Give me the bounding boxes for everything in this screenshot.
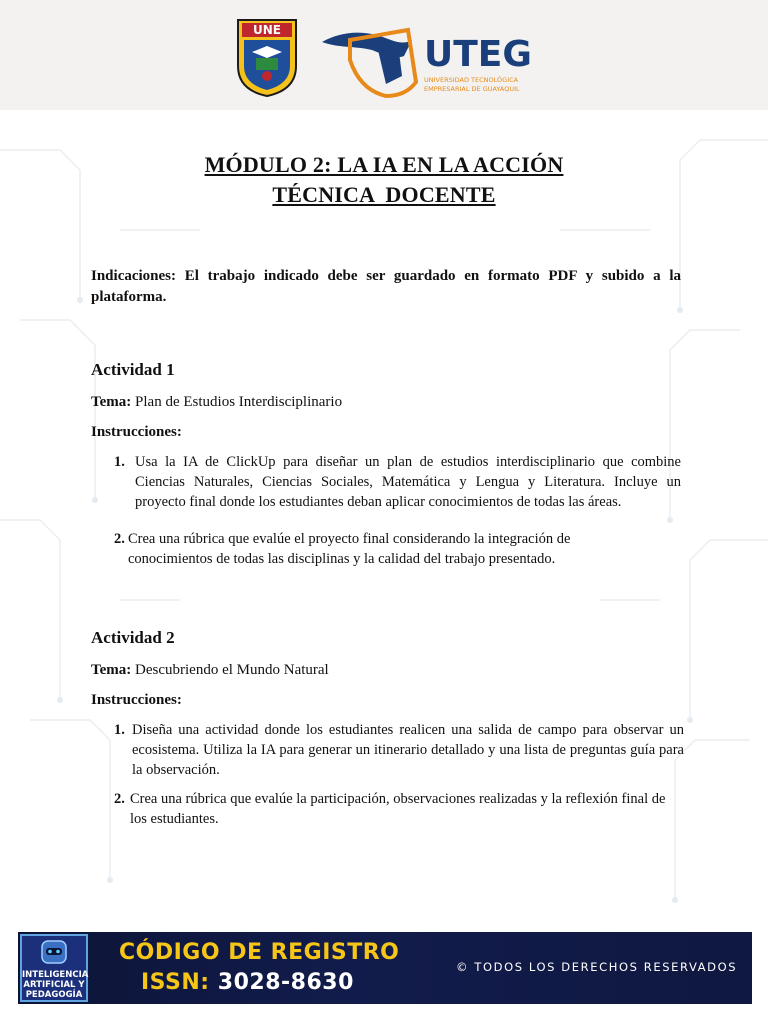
module-title-line1: MÓDULO 2: LA IA EN LA ACCIÓN <box>204 152 564 177</box>
activity-2-tema-label: Tema: <box>91 662 132 678</box>
activity-1-tema <box>91 392 342 412</box>
robot-head-icon <box>22 938 86 968</box>
issn-line <box>141 970 354 995</box>
activity-1-item-2-number: 2. <box>114 531 125 547</box>
uteg-logo <box>320 20 535 98</box>
ia-pedagogia-badge <box>20 934 88 1002</box>
activity-1-item-1 <box>114 452 681 512</box>
activity-2-item-1-number: 1. <box>114 722 125 738</box>
activity-2-item-2 <box>114 789 684 829</box>
activity-1-instrucciones-label: Instrucciones: <box>91 424 182 440</box>
activity-2-item-2-number: 2. <box>114 791 125 807</box>
activity-1-item-2 <box>114 529 614 569</box>
uteg-subtitle-2: EMPRESARIAL DE GUAYAQUIL <box>424 85 520 93</box>
activity-1-heading: Actividad 1 <box>91 360 175 379</box>
badge-line-1: INTELIGENCIA <box>22 970 89 980</box>
activity-2-tema <box>91 660 329 680</box>
activity-1-item-1-text: Usa la IA de ClickUp para diseñar un plan de estudios interdisciplinario que combine Ciencias Naturales, Ciencias Sociales, Matemática y Lengua y Literatura. Incluye un proyecto final donde los estudiantes deban aplicar conocimientos de todas las áreas. <box>135 454 681 510</box>
activity-2-item-1-text: Diseña una actividad donde los estudiantes realicen una salida de campo para observar un ecosistema. Utiliza la IA para generar un itinerario detallado y una lista de preguntas guía para la observación. <box>132 722 684 778</box>
issn-label: ISSN: <box>141 970 210 995</box>
une-logo <box>234 18 300 98</box>
rights-text: © TODOS LOS DERECHOS RESERVADOS <box>456 960 738 974</box>
activity-1-item-2-text: Crea una rúbrica que evalúe el proyecto final considerando la integración de conocimientos de todas las disciplinas y la calidad del trabajo presentado. <box>128 531 571 567</box>
badge-line-2: ARTIFICIAL Y <box>23 980 85 990</box>
activity-1-tema-label: Tema: <box>91 394 132 410</box>
activity-1-item-1-number: 1. <box>114 454 125 470</box>
activity-2-instrucciones-label: Instrucciones: <box>91 692 182 708</box>
activity-2-item-2-text: Crea una rúbrica que evalúe la participación, observaciones realizadas y la reflexión final de los estudiantes. <box>130 791 666 827</box>
activity-2-heading: Actividad 2 <box>91 628 175 647</box>
badge-line-3: PEDAGOGÍA <box>25 990 83 1000</box>
issn-value: 3028-8630 <box>217 970 354 995</box>
registration-banner <box>18 932 752 1004</box>
activity-2-tema-value: Descubriendo el Mundo Natural <box>135 662 329 678</box>
uteg-logo-text: UTEG <box>424 34 532 75</box>
uteg-subtitle-1: UNIVERSIDAD TECNOLÓGICA <box>424 76 519 84</box>
registro-label: CÓDIGO DE REGISTRO <box>119 940 400 965</box>
activity-1-tema-value: Plan de Estudios Interdisciplinario <box>135 394 343 410</box>
header-band <box>0 0 768 110</box>
une-logo-text: UNE <box>253 23 281 37</box>
activity-2-item-1 <box>114 720 684 780</box>
module-title-line2: TÉCNICA DOCENTE <box>272 182 496 207</box>
indicaciones-text: Indicaciones: El trabajo indicado debe ser guardado en formato PDF y subido a la plataforma. <box>91 268 681 305</box>
